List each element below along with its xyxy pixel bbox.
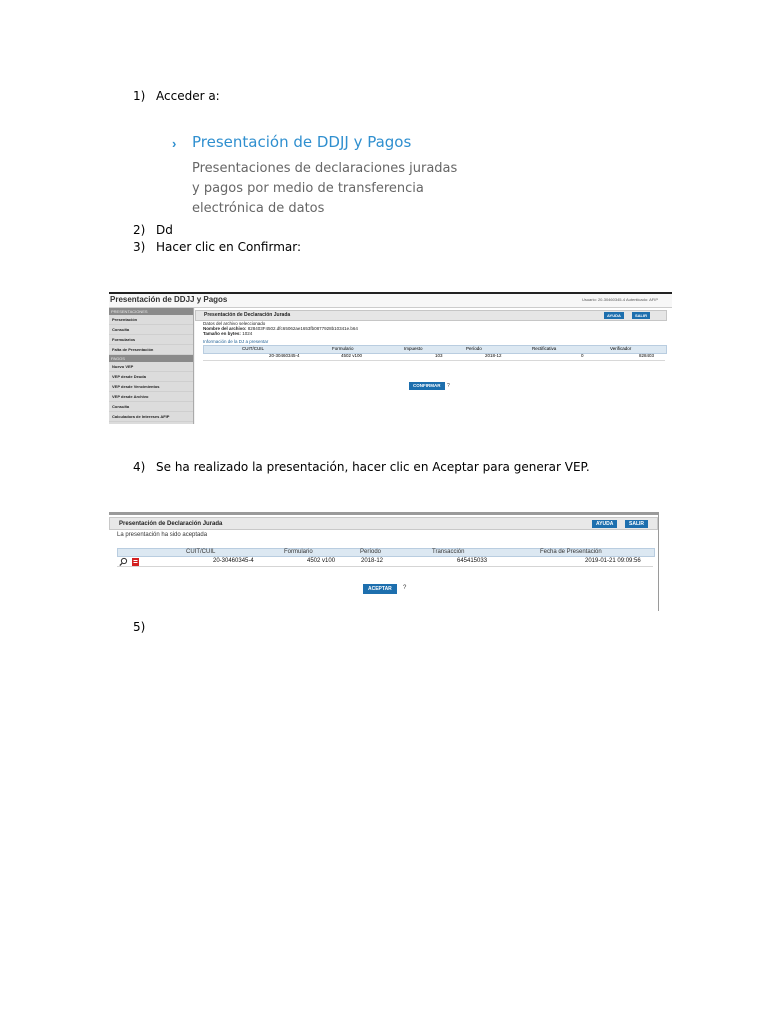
table-cell: 20-30460345-4 xyxy=(213,558,254,564)
step-text: Hacer clic en Confirmar: xyxy=(156,240,302,254)
exit-button[interactable]: SALIR xyxy=(625,520,648,528)
chevron-right-icon: › xyxy=(172,136,177,151)
table-cell: 2018-12 xyxy=(485,353,502,358)
sidebar-item-presentacion[interactable]: Presentación xyxy=(109,315,193,325)
sidebar-item-consulta-pagos[interactable]: Consulta xyxy=(109,402,193,412)
column-header: Formulario xyxy=(332,346,354,351)
sidebar xyxy=(109,308,194,424)
pdf-icon[interactable] xyxy=(132,558,139,566)
table-cell: 103 xyxy=(435,353,443,358)
sidebar-item-calculadora[interactable]: Calculadora de Intereses AFIP xyxy=(109,412,193,422)
section-label: Información de la DJ a presentar xyxy=(203,339,269,344)
column-header: Impuesto xyxy=(404,346,423,351)
column-header: Período xyxy=(466,346,482,351)
app-header xyxy=(109,294,672,308)
table-cell: 828403 xyxy=(639,353,655,358)
sidebar-item-consulta[interactable]: Consulta xyxy=(109,325,193,335)
sidebar-item-vep-deuda[interactable]: VEP desde Deuda xyxy=(109,372,193,382)
exit-button[interactable]: SALIR xyxy=(632,312,650,319)
step-number: 3) xyxy=(133,240,146,254)
step-1 xyxy=(133,89,220,104)
step-number: 2) xyxy=(133,223,146,237)
step-3 xyxy=(133,240,301,255)
column-header: CUIT/CUIL xyxy=(242,346,265,351)
screenshot-presentation-accepted xyxy=(109,512,659,611)
service-link-description: Presentaciones de declaraciones juradas y pagos por medio de transferencia electrónica de datos xyxy=(192,161,458,216)
table-header xyxy=(117,548,655,557)
help-question-icon[interactable]: ? xyxy=(403,585,407,591)
step-number: 1) xyxy=(133,89,146,103)
column-header: Fecha de Presentación xyxy=(540,549,602,555)
column-header: Rectificativa xyxy=(532,346,557,351)
table-cell: 4502 v100 xyxy=(341,353,363,358)
column-header: Formulario xyxy=(284,549,313,555)
accept-button[interactable]: ACEPTAR xyxy=(363,584,397,594)
app-title: Presentación de DDJJ y Pagos xyxy=(110,295,228,304)
file-size-value: 1024 xyxy=(242,331,253,336)
step-5 xyxy=(133,620,156,635)
help-question-icon[interactable]: ? xyxy=(447,383,450,389)
search-icon[interactable] xyxy=(120,558,127,565)
table-cell: 2019-01-21 09:09:56 xyxy=(585,558,641,564)
step-text: Acceder a: xyxy=(156,89,220,103)
table-cell: 0 xyxy=(581,353,584,358)
help-button[interactable]: AYUDA xyxy=(592,520,617,528)
file-size-label: Tamaño en bytes: xyxy=(203,331,241,336)
file-name-value: 828403F4502.dfc65062ae1653fb0877928b10341e.b64 xyxy=(247,326,358,331)
file-name-label: Nombre del archivo: xyxy=(203,326,247,331)
help-button[interactable]: AYUDA xyxy=(604,312,624,319)
column-header: CUIT/CUIL xyxy=(186,549,216,555)
table-cell: 20-30460345-4 xyxy=(269,353,300,358)
step-4 xyxy=(133,460,590,475)
sidebar-heading-presentaciones: PRESENTACIONES xyxy=(109,308,193,315)
column-header: Verificador xyxy=(610,346,632,351)
panel-title-bar xyxy=(195,310,667,321)
panel-title: Presentación de Declaración Jurada xyxy=(119,521,223,527)
step-number: 5) xyxy=(133,620,146,634)
step-text: Dd xyxy=(156,223,173,237)
row-actions xyxy=(119,557,141,566)
confirm-button[interactable]: CONFIRMAR xyxy=(409,382,445,390)
column-header: Período xyxy=(360,549,382,555)
table-cell: 645415033 xyxy=(457,558,488,564)
user-info: Usuario: 20-30460345-4 Autenticado: AFIP xyxy=(581,297,658,302)
panel-title-bar xyxy=(109,517,658,530)
file-size-row xyxy=(203,331,252,336)
screenshot-confirm-presentation xyxy=(109,292,672,424)
step-text: Se ha realizado la presentación, hacer clic en Aceptar para generar VEP. xyxy=(156,460,590,474)
table-row xyxy=(203,353,665,361)
sidebar-item-vep-archivo[interactable]: VEP desde Archivo xyxy=(109,392,193,402)
status-message: La presentación ha sido aceptada xyxy=(117,532,208,538)
sidebar-item-falta-presentacion[interactable]: Falta de Presentación xyxy=(109,345,193,355)
column-header: Transacción xyxy=(432,549,465,555)
sidebar-heading-pagos: PAGOS xyxy=(109,355,193,362)
sidebar-item-vep-vencimientos[interactable]: VEP desde Vencimientos xyxy=(109,382,193,392)
table-cell: 2018-12 xyxy=(361,558,384,564)
table-cell: 4502 v100 xyxy=(307,558,336,564)
step-2 xyxy=(133,223,173,238)
sidebar-item-formularios[interactable]: Formularios xyxy=(109,335,193,345)
panel-title: Presentación de Declaración Jurada xyxy=(204,312,291,318)
main-panel xyxy=(195,308,672,424)
table-row xyxy=(117,557,653,567)
sidebar-item-nuevo-vep[interactable]: Nuevo VEP xyxy=(109,362,193,372)
file-selected-label: Datos del archivo seleccionado xyxy=(203,321,266,326)
service-link-title[interactable]: Presentación de DDJJ y Pagos xyxy=(192,133,412,151)
step-number: 4) xyxy=(133,460,146,474)
